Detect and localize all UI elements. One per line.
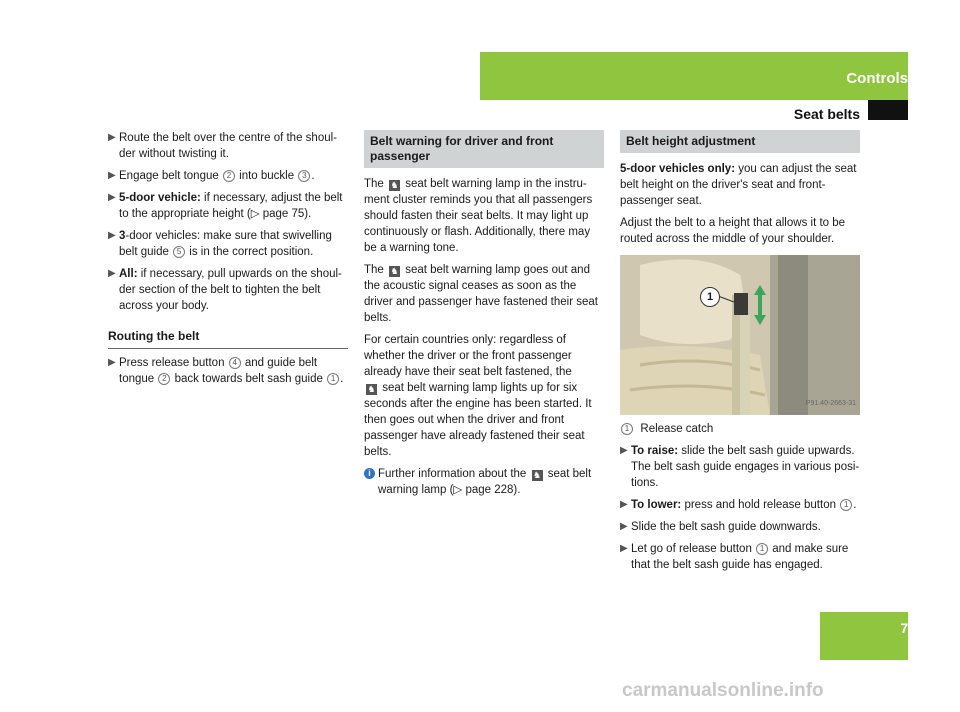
list-item: ▶ 5-door vehicle: if necessary, adjust the belt to the appropriate height (▷ page 75). — [108, 192, 343, 220]
photo-reference-code: P91.40-2663-31 — [805, 400, 856, 407]
callout-number: 1 — [840, 499, 852, 511]
seat-belt-photo — [620, 255, 860, 415]
info-icon: i — [364, 468, 375, 479]
callout-number: 4 — [229, 357, 241, 369]
photo-caption: 1 Release catch — [620, 421, 860, 437]
list-item: ▶ Press release button 4 and guide belt tongue 2 back towards belt sash guide 1 . — [108, 357, 344, 385]
seat-belt-warning-icon: ♞ — [390, 266, 399, 276]
callout-number: 2 — [158, 373, 170, 385]
callout-number: 1 — [621, 423, 633, 435]
list-item: ▶ All: if necessary, pull upwards on the shoul-der section of the belt to tighten the belt across your body. — [108, 268, 342, 312]
header-green-bar — [480, 52, 908, 100]
list-item: ▶ To raise: slide the belt sash guide upwards. The belt sash guide engages in various posi-tions. — [620, 445, 860, 489]
arrow-bullet-icon: ▶ — [620, 445, 628, 456]
seat-belt-warning-icon: ♞ — [367, 384, 376, 394]
list-item: ▶ Engage belt tongue 2 into buckle 3 . — [108, 170, 315, 182]
section-heading-box: Belt height adjustment — [620, 130, 860, 153]
list-item: ▶ 3-door vehicles: make sure that swivelling belt guide 5 is in the correct position. — [108, 230, 332, 258]
column-left — [108, 130, 348, 393]
callout-number: 2 — [223, 170, 235, 182]
arrow-bullet-icon: ▶ — [108, 132, 116, 143]
arrow-bullet-icon: ▶ — [108, 268, 116, 279]
paragraph: The ♞ seat belt warning lamp goes out and the acoustic signal ceases as soon as the driver and passenger have fastened their seat belts. — [364, 264, 598, 324]
arrow-bullet-icon: ▶ — [620, 499, 628, 510]
list-item: ▶ Let go of release button 1 and make sure that the belt sash guide has engaged. — [620, 543, 849, 571]
info-note: i Further information about the ♞ seat belt warning lamp (▷ page 228). — [364, 466, 604, 498]
arrow-bullet-icon: ▶ — [108, 230, 116, 241]
arrow-bullet-icon: ▶ — [108, 192, 116, 203]
section-heading: Routing the belt — [108, 328, 348, 349]
column-middle — [364, 130, 604, 504]
paragraph: Adjust the belt to a height that allows it to be routed across the middle of your shoulder. — [620, 217, 846, 245]
watermark: carmanualsonline.info — [622, 680, 824, 701]
list-item: ▶ To lower: press and hold release button 1 . — [620, 499, 857, 511]
list-item: ▶ Route the belt over the centre of the shoul-der without twisting it. — [108, 132, 337, 160]
page-number: 75 — [900, 620, 916, 636]
section-heading-box: Belt warning for driver and front passenger — [364, 130, 604, 168]
column-right — [620, 130, 860, 579]
paragraph: For certain countries only: regardless of whether the driver or the front passenger already have their seat belt fastened, the ♞ seat belt warning lamp lights up for six seconds after the engine has been started. It then goes out when the driver and front passenger have already fastened their seat belts. — [364, 334, 592, 458]
arrow-bullet-icon: ▶ — [108, 170, 116, 181]
callout-number: 5 — [173, 246, 185, 258]
page-number-box — [820, 612, 908, 660]
page-title: Seat belts — [793, 106, 860, 122]
section-title: Controls — [846, 70, 908, 87]
paragraph: 5-door vehicles only: you can adjust the seat belt height on the driver's seat and front-passenger seat. — [620, 163, 857, 207]
arrow-bullet-icon: ▶ — [620, 543, 628, 554]
seat-belt-warning-icon: ♞ — [532, 470, 542, 480]
callout-number: 1 — [327, 373, 339, 385]
header-black-tab — [868, 100, 908, 120]
seat-belt-warning-icon: ♞ — [390, 180, 399, 190]
photo-callout-number: 1 — [700, 287, 720, 307]
paragraph: The ♞ seat belt warning lamp in the instru-ment cluster reminds you that all passengers should fasten their seat belts. It may light up continuously or flash. Additionally, there may be a warning tone. — [364, 178, 593, 254]
callout-number: 1 — [756, 543, 768, 555]
seat-photo-illustration — [620, 255, 860, 415]
arrow-bullet-icon: ▶ — [108, 357, 116, 368]
list-item: ▶ Slide the belt sash guide downwards. — [620, 521, 821, 533]
callout-number: 3 — [298, 170, 310, 182]
arrow-bullet-icon: ▶ — [620, 521, 628, 532]
